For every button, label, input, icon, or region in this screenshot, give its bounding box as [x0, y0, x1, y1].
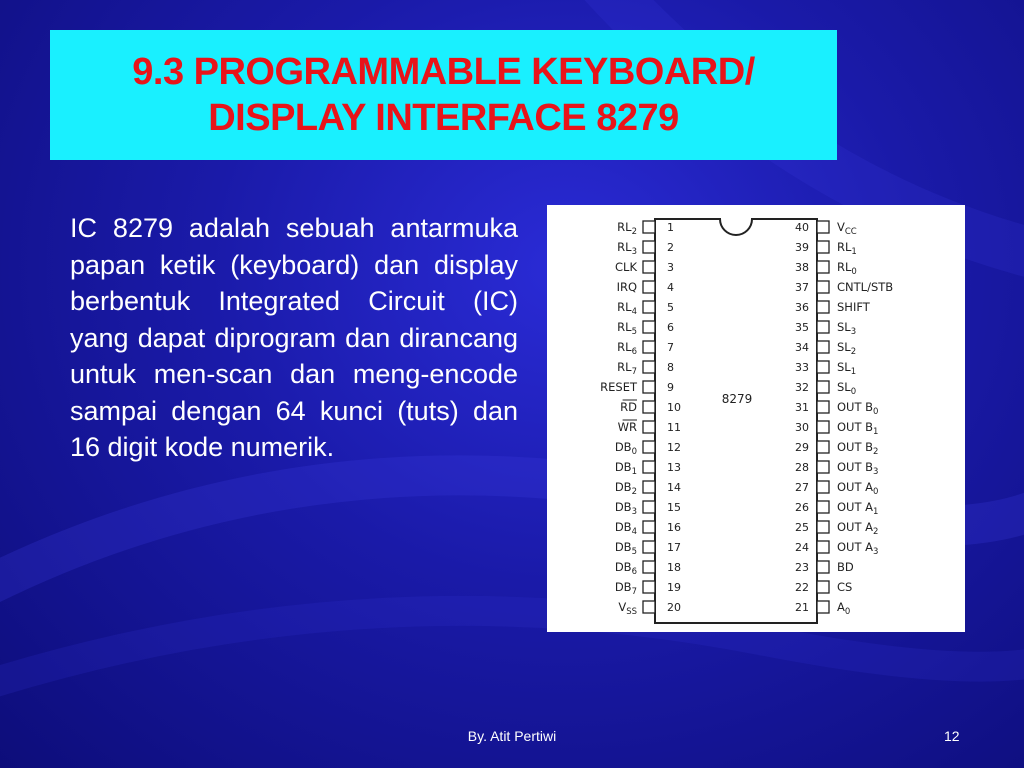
right-pin-name: $SL_0$	[837, 380, 857, 397]
title-box	[50, 30, 837, 160]
right-pin	[795, 380, 856, 397]
right-pin-number: 32	[795, 381, 809, 394]
right-pin-number: 37	[795, 281, 809, 294]
slide-title-line-2: DISPLAY INTERFACE 8279	[208, 97, 679, 139]
right-pin-name: OUT $A_2$	[837, 520, 879, 537]
pin-square	[817, 601, 829, 613]
pin-square	[643, 221, 655, 233]
pin-square	[643, 441, 655, 453]
right-pin	[795, 460, 878, 477]
left-pin	[618, 420, 681, 434]
left-pin-name: $DB_2$	[614, 480, 637, 497]
left-pin-number: 14	[667, 481, 681, 494]
pin-square	[817, 441, 829, 453]
left-pin-number: 7	[667, 341, 674, 354]
left-pin	[617, 300, 674, 317]
left-pin-name: $V_{SS}$	[618, 600, 637, 617]
pin-square	[817, 321, 829, 333]
pin-square	[817, 361, 829, 373]
left-pin-name: WR	[617, 420, 637, 434]
left-pin-name: CLK	[615, 260, 637, 274]
right-pin	[795, 220, 857, 237]
left-pin-number: 16	[667, 521, 681, 534]
right-pin-name: OUT $B_3$	[837, 460, 879, 477]
pin-square	[817, 561, 829, 573]
left-pin	[618, 600, 681, 617]
right-pin	[795, 400, 878, 417]
left-pin	[615, 440, 681, 457]
left-pin-name: $DB_4$	[614, 520, 637, 537]
right-pin	[795, 240, 857, 257]
pin-square	[643, 241, 655, 253]
right-pin-number: 33	[795, 361, 809, 374]
right-pin-number: 30	[795, 421, 809, 434]
left-pin-number: 3	[667, 261, 674, 274]
right-pin-number: 25	[795, 521, 809, 534]
page-number: 12	[944, 728, 960, 744]
left-pin-name: $RL_7$	[617, 360, 637, 377]
left-pin-name: $RL_4$	[617, 300, 637, 317]
right-pin-number: 31	[795, 401, 809, 414]
right-pin	[795, 440, 878, 457]
pin-square	[817, 381, 829, 393]
pin-square	[643, 401, 655, 413]
right-pin-number: 40	[795, 221, 809, 234]
ic-8279-pinout-diagram	[547, 205, 965, 632]
pin-square	[817, 341, 829, 353]
right-pin-number: 26	[795, 501, 809, 514]
left-pin-number: 5	[667, 301, 674, 314]
left-pin-name: $DB_6$	[614, 560, 637, 577]
pin-square	[817, 481, 829, 493]
left-pin-name: RD	[620, 400, 637, 414]
pin-square	[817, 221, 829, 233]
chip-label: 8279	[721, 392, 753, 406]
left-pin-name: IRQ	[616, 280, 637, 294]
right-pin	[795, 320, 856, 337]
left-pin	[615, 480, 681, 497]
left-pin-name: $RL_3$	[617, 240, 637, 257]
right-pin-number: 24	[795, 541, 809, 554]
pin-square	[643, 381, 655, 393]
left-pin-number: 12	[667, 441, 681, 454]
right-pin-name: $RL_0$	[837, 260, 857, 277]
pin-square	[817, 581, 829, 593]
right-pin	[795, 520, 878, 537]
left-pin	[615, 560, 681, 577]
left-pin-number: 2	[667, 241, 674, 254]
left-pin-name: $DB_5$	[614, 540, 637, 557]
pin-square	[643, 301, 655, 313]
right-pin-number: 34	[795, 341, 809, 354]
left-pin	[617, 360, 674, 377]
right-pin-name: OUT $A_1$	[837, 500, 879, 517]
left-pin	[615, 580, 681, 597]
pinout-svg	[547, 205, 965, 632]
left-pin-number: 1	[667, 221, 674, 234]
left-pin-name: $DB_0$	[614, 440, 637, 457]
right-pin-name: OUT $B_1$	[837, 420, 879, 437]
right-pin	[795, 600, 850, 617]
pin-square	[643, 561, 655, 573]
footer-author: By. Atit Pertiwi	[467, 728, 557, 744]
left-pin-name: $RL_6$	[617, 340, 637, 357]
right-pin-name: OUT $A_0$	[837, 480, 879, 497]
left-pin-number: 19	[667, 581, 681, 594]
pin-square	[817, 241, 829, 253]
left-pin-name: $DB_3$	[614, 500, 637, 517]
pin-square	[643, 581, 655, 593]
right-pin-number: 28	[795, 461, 809, 474]
left-pin-number: 17	[667, 541, 681, 554]
left-pin-number: 13	[667, 461, 681, 474]
left-pin	[617, 320, 674, 337]
pin-square	[643, 361, 655, 373]
right-pin	[795, 580, 852, 594]
left-pin-name: $RL_2$	[617, 220, 637, 237]
pin-square	[817, 461, 829, 473]
right-pin-name: CS	[837, 580, 853, 594]
right-pin	[795, 560, 854, 574]
right-pins	[795, 220, 893, 617]
left-pin	[617, 220, 674, 237]
right-pin-number: 38	[795, 261, 809, 274]
left-pin	[615, 540, 681, 557]
pin-square	[817, 521, 829, 533]
right-pin	[795, 260, 857, 277]
right-pin-number: 36	[795, 301, 809, 314]
pin-square	[643, 541, 655, 553]
left-pins	[600, 220, 681, 617]
right-pin-number: 29	[795, 441, 809, 454]
pin-square	[817, 281, 829, 293]
left-pin-number: 15	[667, 501, 681, 514]
right-pin	[795, 540, 878, 557]
left-pin-name: $RL_5$	[617, 320, 637, 337]
pin-square	[643, 421, 655, 433]
left-pin-number: 6	[667, 321, 674, 334]
right-pin	[795, 480, 878, 497]
right-pin-name: OUT $B_2$	[837, 440, 879, 457]
right-pin	[795, 360, 856, 377]
pin-square	[643, 481, 655, 493]
pin-square	[817, 401, 829, 413]
right-pin-number: 39	[795, 241, 809, 254]
pin-square	[643, 281, 655, 293]
left-pin-number: 11	[667, 421, 681, 434]
left-pin-number: 20	[667, 601, 681, 614]
left-pin	[617, 240, 674, 257]
pin-square	[643, 501, 655, 513]
left-pin-number: 8	[667, 361, 674, 374]
left-pin	[615, 500, 681, 517]
right-pin-name: $RL_1$	[837, 240, 857, 257]
right-pin-name: $SL_2$	[837, 340, 857, 357]
pin-square	[643, 261, 655, 273]
pin-square	[643, 521, 655, 533]
left-pin	[615, 460, 681, 477]
left-pin-name: RESET	[600, 380, 637, 394]
right-pin-name: CNTL/STB	[837, 280, 894, 294]
right-pin	[795, 280, 893, 294]
left-pin	[615, 260, 674, 274]
right-pin-number: 27	[795, 481, 809, 494]
pin-square	[817, 541, 829, 553]
slide-title-line-1: 9.3 PROGRAMMABLE KEYBOARD/	[132, 51, 755, 93]
left-pin	[615, 520, 681, 537]
left-pin	[600, 380, 674, 394]
right-pin	[795, 340, 856, 357]
right-pin	[795, 300, 871, 314]
left-pin-number: 10	[667, 401, 681, 414]
right-pin	[795, 500, 878, 517]
pin-square	[817, 301, 829, 313]
pin-square	[817, 261, 829, 273]
right-pin-number: 35	[795, 321, 809, 334]
right-pin	[795, 420, 878, 437]
right-pin-number: 22	[795, 581, 809, 594]
left-pin-number: 18	[667, 561, 681, 574]
pin-square	[643, 341, 655, 353]
pin-square	[643, 461, 655, 473]
left-pin-number: 4	[667, 281, 674, 294]
left-pin	[617, 340, 674, 357]
pin-square	[817, 421, 829, 433]
right-pin-name: $SL_3$	[837, 320, 857, 337]
left-pin-name: $DB_7$	[614, 580, 637, 597]
right-pin-number: 21	[795, 601, 809, 614]
right-pin-number: 23	[795, 561, 809, 574]
right-pin-name: $A_0$	[837, 600, 851, 617]
pin-square	[643, 321, 655, 333]
right-pin-name: OUT $B_0$	[837, 400, 879, 417]
right-pin-name: BD	[837, 560, 854, 574]
left-pin-name: $DB_1$	[614, 460, 637, 477]
left-pin	[617, 280, 674, 294]
left-pin-number: 9	[667, 381, 674, 394]
right-pin-name: SHIFT	[837, 300, 870, 314]
right-pin-name: OUT $A_3$	[837, 540, 879, 557]
right-pin-name: $V_{CC}$	[837, 220, 857, 237]
body-paragraph: IC 8279 adalah sebuah antarmuka papan ketik (keyboard) dan display berbentuk Integrated Circuit (IC) yang dapat diprogram dan dirancang untuk men-scan dan meng-encode sampai dengan 64 kunci (tuts) dan 16 digit kode numerik.	[70, 213, 518, 462]
left-pin	[620, 400, 681, 414]
right-pin-name: $SL_1$	[837, 360, 857, 377]
pin-square	[817, 501, 829, 513]
pin-square	[643, 601, 655, 613]
